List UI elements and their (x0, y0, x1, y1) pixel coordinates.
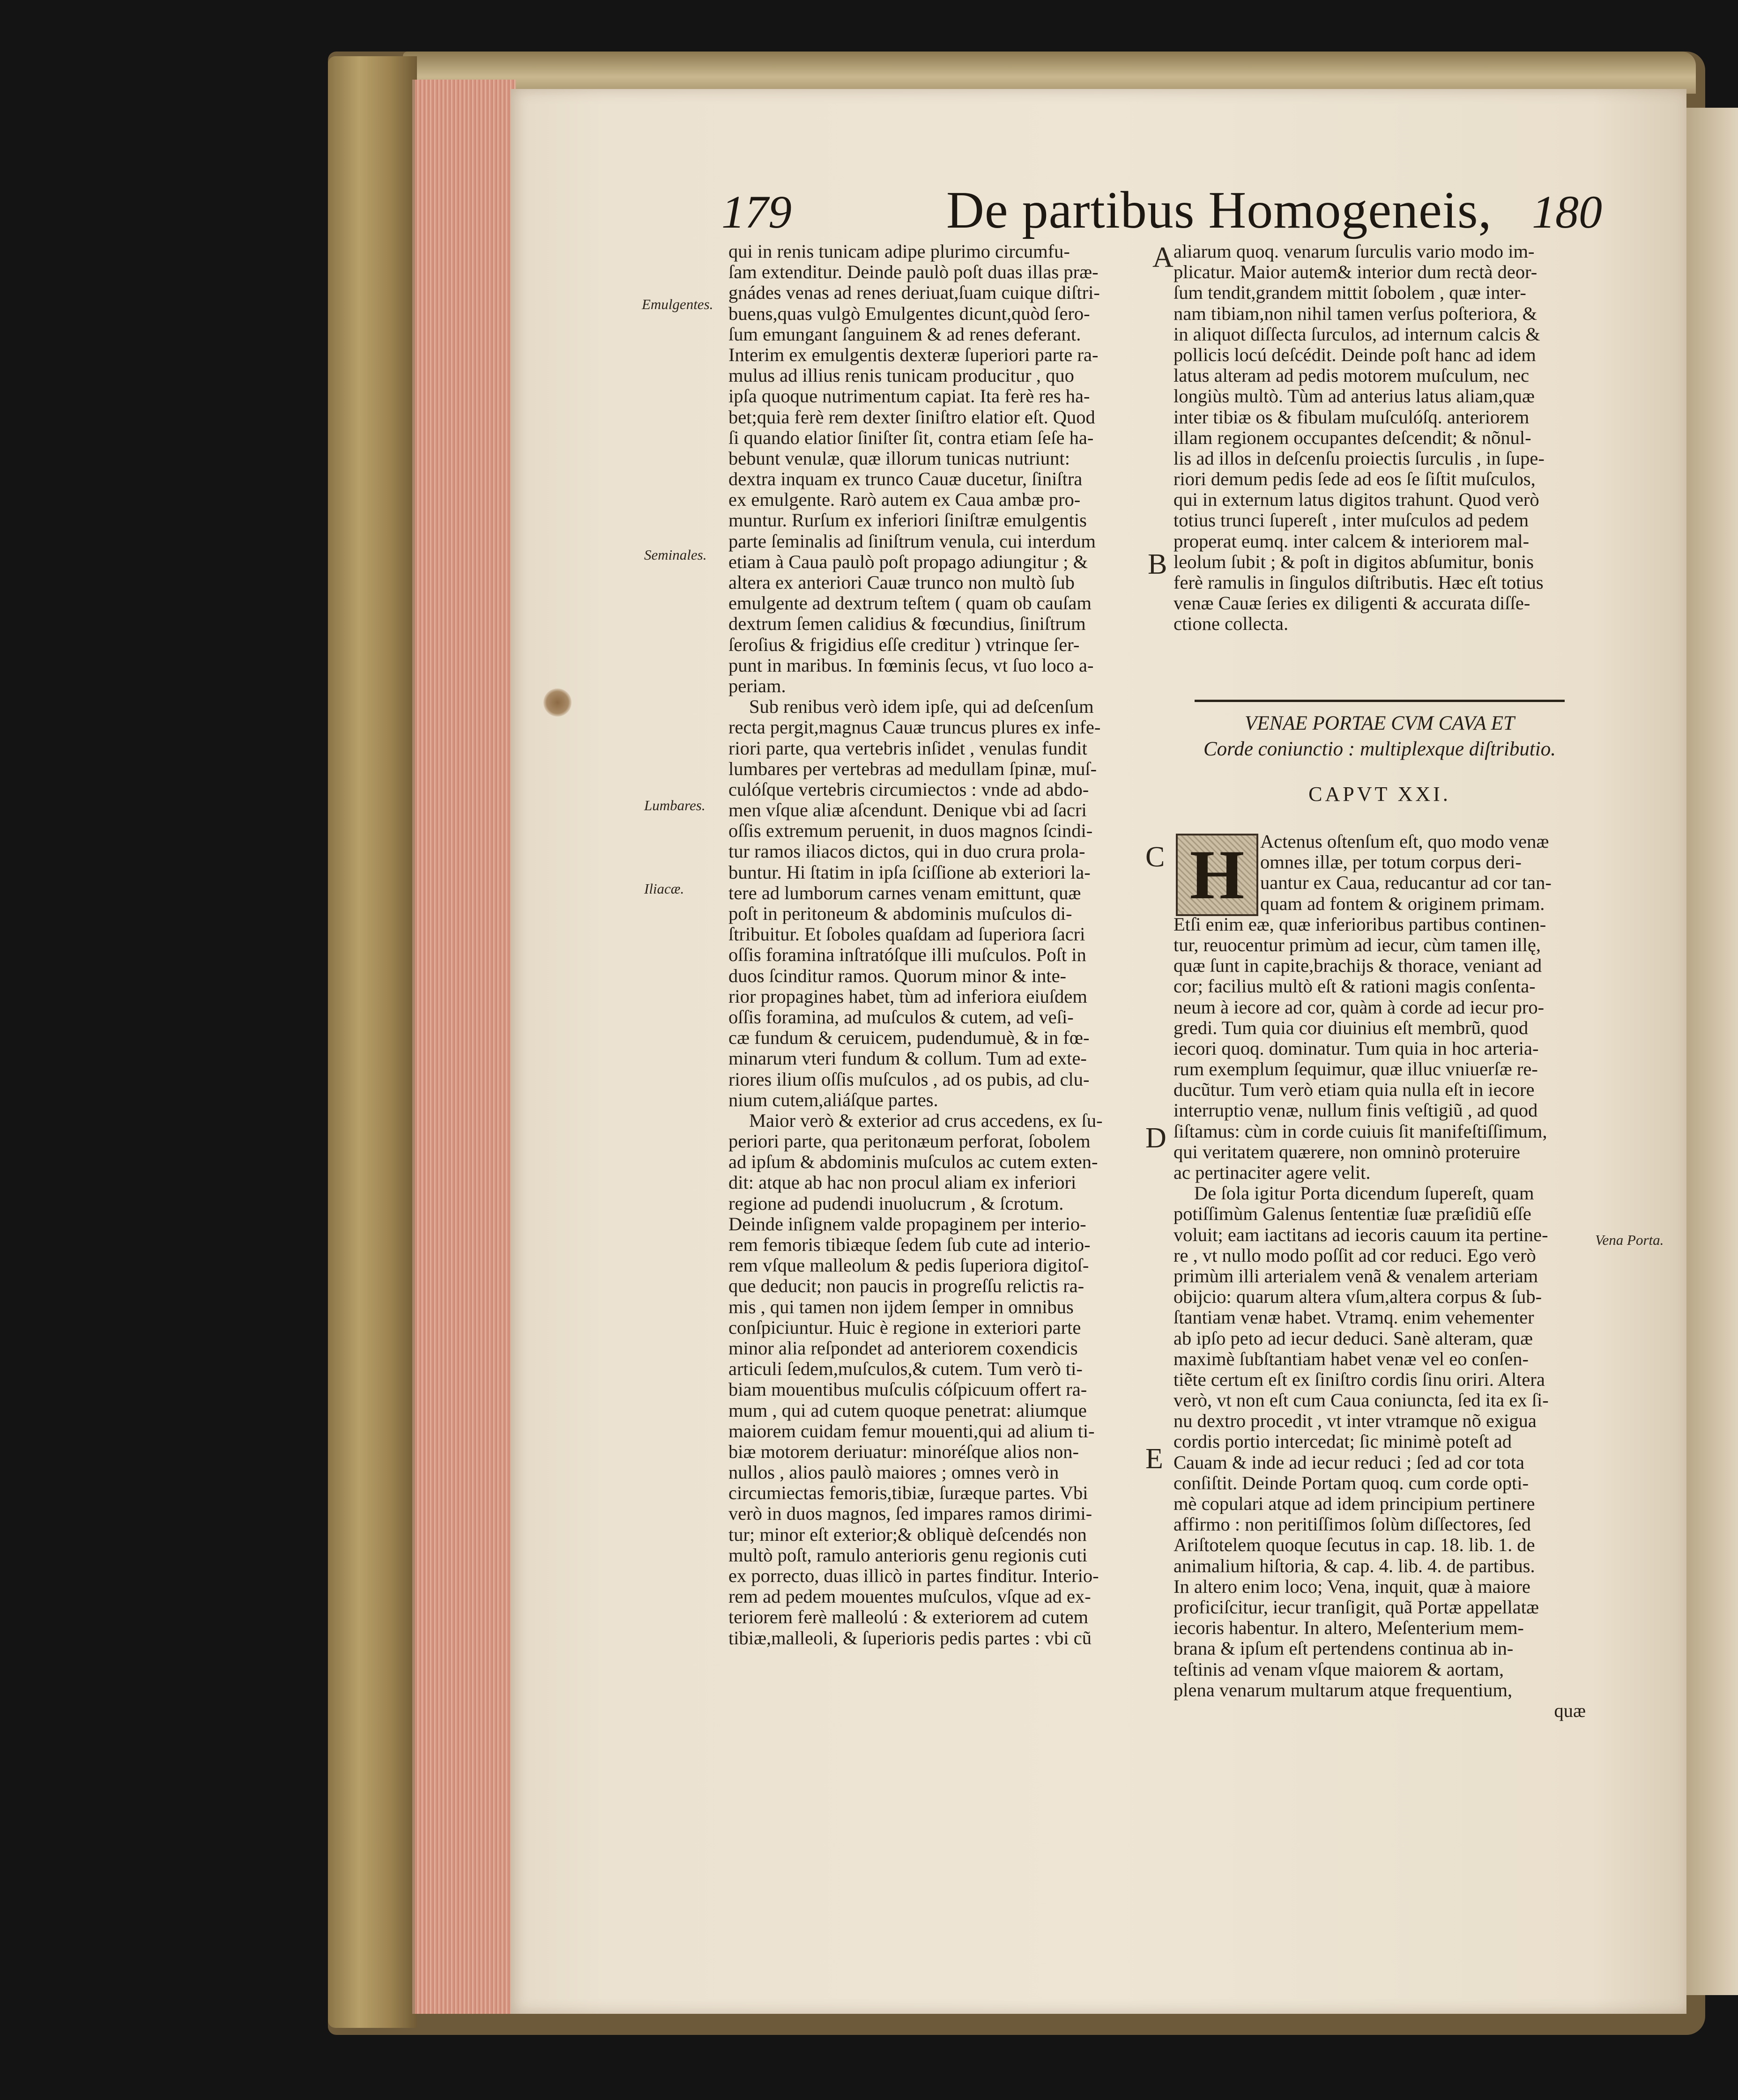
text-line: bebunt venulæ, quæ illorum tunicas nutriunt: (728, 447, 1070, 469)
margin-note-emulgentes: Emulgentes. (642, 296, 713, 312)
text-line: dit: atque ab hac non procul aliam ex inferiori (728, 1172, 1077, 1193)
text-line: properat eumq. inter calcem & interiorem mal- (1174, 530, 1530, 552)
text-line: Maior verò & exterior ad crus accedens, ex ſu- (749, 1109, 1103, 1131)
margin-letter-b: B (1148, 548, 1167, 580)
text-line: mulus ad illius renis tunicam producitur , quo (728, 365, 1074, 386)
text-line: conſpiciuntur. Huic è regione in exteriori parte (728, 1316, 1081, 1338)
text-line: ſtribuitur. Et ſoboles quaſdam ad ſuperiora ſacri (728, 924, 1085, 945)
text-line: ſeroſius & frigidius eſſe creditur ) vtrinque ſer- (728, 634, 1080, 655)
text-line: biam mouentibus muſculis cóſpicuum offert ra- (728, 1379, 1087, 1400)
text-line: circumiectas femoris,tibiæ, ſuræque partes. Vbi (728, 1482, 1088, 1504)
text-line: mum , qui ad cutem quoque penetrat: aliumque (728, 1399, 1087, 1421)
right-text-column-top (1174, 241, 1586, 635)
text-line: Etſi enim eæ, quæ inferioribus partibus continen- (1174, 913, 1546, 935)
text-line: rem femoris tibiæque ſedem ſub cute ad interio- (728, 1234, 1091, 1255)
text-line: dextrum ſemen calidius & fœcundius, ſiniſtrum (728, 613, 1086, 635)
text-line: ducũtur. Tum verò etiam quia nulla eſt in iecore (1174, 1079, 1535, 1101)
text-line: bet;quia ferè rem dexter ſiniſtro elatior eſt. Quod (728, 406, 1095, 428)
running-title: De partibus Homogeneis, (946, 181, 1492, 239)
text-line: In altero enim loco; Vena, inquit, quæ à maiore (1174, 1575, 1530, 1597)
text-line: Actenus oſtenſum eſt, quo modo venæ (1260, 831, 1549, 852)
text-line: Interim ex emulgentis dexteræ ſuperiori parte ra- (728, 344, 1099, 365)
text-line: teſtinis ad venam vſque maiorem & aortam, (1174, 1658, 1504, 1680)
text-line: parte ſeminalis ad ſiniſtrum venula, cui interdum (728, 530, 1096, 552)
text-line: periam. (728, 675, 786, 696)
text-line: Sub renibus verò idem ipſe, qui ad deſcenſum (749, 696, 1094, 717)
text-line: tiẽte certum eſt ex ſiniſtro cordis ſinu oriri. Altera (1174, 1368, 1545, 1390)
text-line: latus alteram ad pedis motorem muſculum, nec (1174, 365, 1530, 386)
margin-note-vena-porta: Vena Porta. (1595, 1232, 1664, 1248)
text-line: oſſis foramina, ad muſculos & cutem, ad veſi- (728, 1006, 1074, 1028)
text-line: muntur. Rurſum ex inferiori ſiniſtræ emulgentis (728, 510, 1087, 531)
text-line: interruptio venæ, nullum finis veſtigiũ , ad quod (1174, 1100, 1538, 1121)
text-line: multò poſt, ramulo anterioris genu regionis cuti (728, 1544, 1087, 1566)
page-number-left: 179 (721, 186, 792, 238)
text-line: ex porrecto, duas illicò in partes finditur. Interio- (728, 1565, 1099, 1586)
text-line: duos ſcinditur ramos. Quorum minor & inte- (728, 965, 1067, 986)
text-line: re , vt nullo modo poſſit ad cor reduci. Ego verò (1174, 1244, 1536, 1266)
text-line: ſum emungant ſanguinem & ad renes deferant. (728, 323, 1081, 345)
text-line: rem ad pedem mouentes muſculos, vſque ad ex- (728, 1586, 1091, 1607)
text-line: quæ ſunt in capite,brachijs & thorace, veniant ad (1174, 955, 1542, 976)
text-line: potiſſimùm Galenus ſententiæ ſuæ præſidiũ eſſe (1174, 1203, 1531, 1225)
text-line: ad ipſum & abdominis muſculos ac cutem exten- (728, 1151, 1098, 1173)
text-line: men vſque aliæ aſcendunt. Denique vbi ad ſacri (728, 799, 1087, 821)
margin-note-seminales: Seminales. (644, 547, 707, 563)
text-line: cor; facilius multò eſt & rationi magis conſenta- (1174, 976, 1536, 997)
text-line: pollicis locú deſcédit. Deinde poſt hanc ad idem (1174, 344, 1536, 365)
text-line: tur; minor eſt exterior;& obliquè deſcendés non (728, 1523, 1087, 1545)
text-line: dextra inquam ex trunco Cauæ ducetur, ſiniſtra (728, 468, 1083, 490)
text-line: neum à iecore ad cor, quàm à corde ad iecur pro- (1174, 996, 1545, 1018)
text-line: ac pertinaciter agere velit. (1174, 1162, 1371, 1183)
text-line: articuli ſedem,muſculos,& cutem. Tum verò ti- (728, 1358, 1083, 1380)
text-line: plicatur. Maior autem& interior dum rectà deor- (1174, 261, 1537, 283)
text-line: minarum vteri fundum & collum. Tum ad exte- (728, 1048, 1087, 1069)
text-line: nu dextro procedit , vt inter vtramque nõ exigua (1174, 1410, 1537, 1432)
text-line: qui veritatem quærere, non omninò proteruire (1174, 1141, 1521, 1162)
text-line: nam tibiam,non nihil tamen verſus poſteriora, & (1174, 303, 1537, 324)
book-top-edge (403, 52, 1696, 94)
text-line: ab ipſo peto ad iecur deduci. Sanè alteram, quæ (1174, 1327, 1533, 1349)
text-line: affirmo : non peritiſſimos ſolùm diſſectores, ſed (1174, 1514, 1531, 1535)
text-line: poſt in peritoneum & abdominis muſculos di- (728, 903, 1072, 924)
text-line: iecoris habentur. In altero, Meſenterium mem- (1174, 1617, 1524, 1639)
catchword: quæ (1554, 1700, 1586, 1721)
text-line: in aliquot diſſecta ſurculos, ad internum calcis & (1174, 323, 1540, 345)
margin-letter-a: A (1152, 242, 1174, 274)
text-line: Cauam & inde ad iecur reduci ; ſed ad cor tota (1174, 1451, 1524, 1473)
text-line: ſam extenditur. Deinde paulò poſt duas illas præ- (728, 261, 1099, 283)
text-line: riori demum pedis ſede ad eos ſe ſiſtit muſculos, (1174, 468, 1536, 490)
text-line: rem vſque malleolum & pedis ſuperiora digitoſ- (728, 1255, 1089, 1276)
margin-letter-e: E (1145, 1443, 1163, 1475)
text-line: ſi quando elatior ſiniſter ſit, contra etiam ſeſe ha- (728, 427, 1094, 448)
page-number-right: 180 (1532, 186, 1602, 238)
text-line: obijcio: quarum altera vſum,altera corpus & ſub- (1174, 1286, 1542, 1308)
text-line: quam ad fontem & originem primam. (1260, 893, 1545, 914)
text-line: teriorem ferè malleolú : & exteriorem ad cutem (728, 1606, 1089, 1628)
right-text-column-bottom (1174, 831, 1586, 1721)
text-line: oſſis extremum peruenit, in duos magnos ſcindi- (728, 820, 1093, 842)
text-line: etiam à Caua paulò poſt propago adiungitur ; & (728, 551, 1088, 572)
text-line: iecori quoq. dominatur. Tum quia in hoc arteria- (1174, 1037, 1539, 1059)
text-line: primùm illi arterialem venã & venalem arteriam (1174, 1265, 1538, 1287)
text-line: oſſis foramina inſtratóſque illi muſculos. Poſt in (728, 944, 1086, 966)
section-title-line2: Corde coniunctio : multiplexque diſtributio. (1203, 738, 1556, 760)
text-line: Ariſtotelem quoque ſecutus in cap. 18. lib. 1. de (1174, 1534, 1535, 1556)
text-line: rum exemplum ſequimur, quæ illuc vniuerſæ re- (1174, 1058, 1538, 1080)
section-title-line1: VENAE PORTAE CVM CAVA ET (1245, 712, 1515, 734)
text-line: omnes illæ, per totum corpus deri- (1260, 851, 1522, 873)
text-line: qui in externum latus digitos trahunt. Quod verò (1174, 489, 1539, 510)
text-line: proficiſcitur, iecur tranſigit, quã Portæ appellatæ (1174, 1596, 1539, 1618)
text-line: uantur ex Caua, reducantur ad cor tan- (1260, 872, 1552, 894)
text-line: ſtantiam venæ habet. Vtramq. enim vehementer (1174, 1307, 1534, 1328)
text-line: verò in duos magnos, ſed impares ramos dirimi- (728, 1503, 1092, 1524)
text-line: ex emulgente. Rarò autem ex Caua ambæ pro- (728, 489, 1081, 510)
text-line: periori parte, qua peritonæum perforat, ſobolem (728, 1131, 1091, 1152)
text-line: brana & ipſum eſt pertendens continua ab in- (1174, 1638, 1514, 1659)
text-line: maximè ſubſtantiam habet venæ vel eo conſen- (1174, 1348, 1529, 1369)
text-line: lis ad illos in deſcenſu proiectis ſurculis , in ſupe- (1174, 447, 1545, 469)
text-line: ipſa quoque nutrimentum capiat. Ita ferè res ha- (728, 385, 1090, 407)
facing-page-edge (1686, 108, 1738, 1995)
text-line: voluit; eam iactitans ad iecoris cauum ita pertine- (1174, 1224, 1548, 1245)
section-divider (1195, 700, 1565, 702)
text-line: rior propagines habet, tùm ad inferiora eiuſdem (728, 985, 1087, 1007)
margin-note-iliacae: Iliacæ. (644, 880, 684, 897)
text-line: De ſola igitur Porta dicendum ſupereſt, quam (1194, 1183, 1534, 1204)
text-line: ſiſtamus: cùm in corde cuiuis ſit manifeſtiſſimum, (1174, 1120, 1547, 1142)
text-line: ferè ramulis in ſingulos diſtributis. Hæc eſt totius (1174, 572, 1544, 593)
text-line: buntur. Hi ſtatim in ipſa ſciſſione ab exteriori la- (728, 861, 1091, 883)
text-line: gnádes venas ad renes deriuat,ſuam cuique diſtri- (728, 282, 1100, 303)
text-line: aliarum quoq. venarum ſurculis vario modo im- (1174, 241, 1535, 262)
text-line: ſum tendit,grandem mittit ſobolem , quæ inter- (1174, 282, 1526, 303)
page-block-edge (412, 80, 516, 2014)
text-line: animalium hiſtoria, & cap. 4. lib. 4. de partibus. (1174, 1555, 1535, 1576)
text-line: tere ad lumborum carnes venam emittunt, quæ (728, 882, 1081, 903)
text-line: cordis portio intercedat; ſic minimè poteſt ad (1174, 1431, 1512, 1452)
initial-letter: H (1189, 836, 1245, 914)
margin-note-lumbares: Lumbares. (644, 797, 706, 813)
text-line: riori parte, qua vertebris inſidet , venulas fundit (728, 737, 1087, 759)
text-line: altera ex anteriori Cauæ trunco non multò ſub (728, 572, 1075, 593)
text-line: illam regionem occupantes deſcendit; & nõnul- (1174, 427, 1531, 448)
text-line: biæ motorem deriuatur: minoréſque alios non- (728, 1441, 1079, 1462)
text-line: qui in renis tunicam adipe plurimo circumfu- (728, 241, 1070, 262)
left-text-column (728, 241, 1143, 1649)
text-line: tur ramos iliacos dictos, qui in duo crura prola- (728, 841, 1085, 862)
text-line: maiorem cuidam femur mouenti,qui ad alium ti- (728, 1420, 1095, 1442)
text-line: recta pergit,magnus Cauæ truncus plures ex infe- (728, 717, 1101, 738)
paper-stain (543, 688, 572, 717)
text-line: riores ilium oſſis muſculos , ad os pubis, ad clu- (728, 1068, 1090, 1090)
margin-letter-d: D (1145, 1122, 1166, 1154)
text-line: mè copulari atque ad idem principium pertinere (1174, 1493, 1535, 1514)
text-line: que deducit; non paucis in progreſſu relictis ra- (728, 1275, 1084, 1297)
text-line: totius trunci ſupereſt , inter muſculos ad pedem (1174, 510, 1529, 531)
text-line: mis , qui tamen non ijdem ſemper in omnibus (728, 1296, 1074, 1317)
text-line: minor alia reſpondet ad anteriorem coxendicis (728, 1337, 1078, 1359)
text-line: conſiſtit. Deinde Portam quoq. cum corde opti- (1174, 1472, 1529, 1494)
text-line: inter tibiæ os & fibulam muſculóſq. anteriorem (1174, 406, 1530, 428)
text-line: cæ fundum & ceruicem, pudendumuè, & in fœ- (728, 1027, 1090, 1049)
chapter-heading: CAPVT XXI. (1308, 783, 1451, 806)
text-line: regione ad pudendi inuolucrum , & ſcrotum. (728, 1192, 1064, 1214)
text-line: Deinde inſignem valde propaginem per interio- (728, 1213, 1086, 1235)
text-line: tibiæ,malleoli, & ſuperioris pedis partes : vbi cũ (728, 1627, 1092, 1649)
text-line: emulgente ad dextrum teſtem ( quam ob cauſam (728, 592, 1092, 614)
text-line: nullos , alios paulò maiores ; omnes verò in (728, 1462, 1059, 1483)
text-line: buens,quas vulgò Emulgentes dicunt,quòd ſero- (728, 303, 1090, 324)
running-header (721, 176, 1602, 241)
text-line: plena venarum multarum atque frequentium, (1174, 1679, 1513, 1701)
book-spine (328, 56, 417, 2028)
text-line: punt in maribus. In fœminis ſecus, vt ſuo loco a- (728, 654, 1094, 676)
text-line: longiùs multò. Tùm ad anterius latus aliam,quæ (1174, 385, 1535, 407)
text-line: leolum ſubit ; & poſt in digitos abſumitur, bonis (1174, 551, 1534, 572)
text-line: tur, reuocentur primùm ad iecur, cùm tamen illę, (1174, 934, 1541, 955)
text-line: venæ Cauæ ſeries ex diligenti & accurata diſſe- (1174, 592, 1530, 614)
margin-letter-c: C (1145, 841, 1165, 873)
text-line: verò, vt non eſt cum Caua coniuncta, ſed ita ex ſi- (1174, 1390, 1549, 1411)
text-line: ctione collecta. (1174, 613, 1289, 635)
text-line: nium cutem,aliáſque partes. (728, 1089, 938, 1110)
text-line: culóſque vertebris circumiectos : vnde ad abdo- (728, 778, 1089, 800)
text-line: gredi. Tum quia cor diuinius eſt membrũ, quod (1174, 1017, 1529, 1038)
text-line: lumbares per vertebras ad medullam ſpinæ, muſ- (728, 758, 1097, 779)
